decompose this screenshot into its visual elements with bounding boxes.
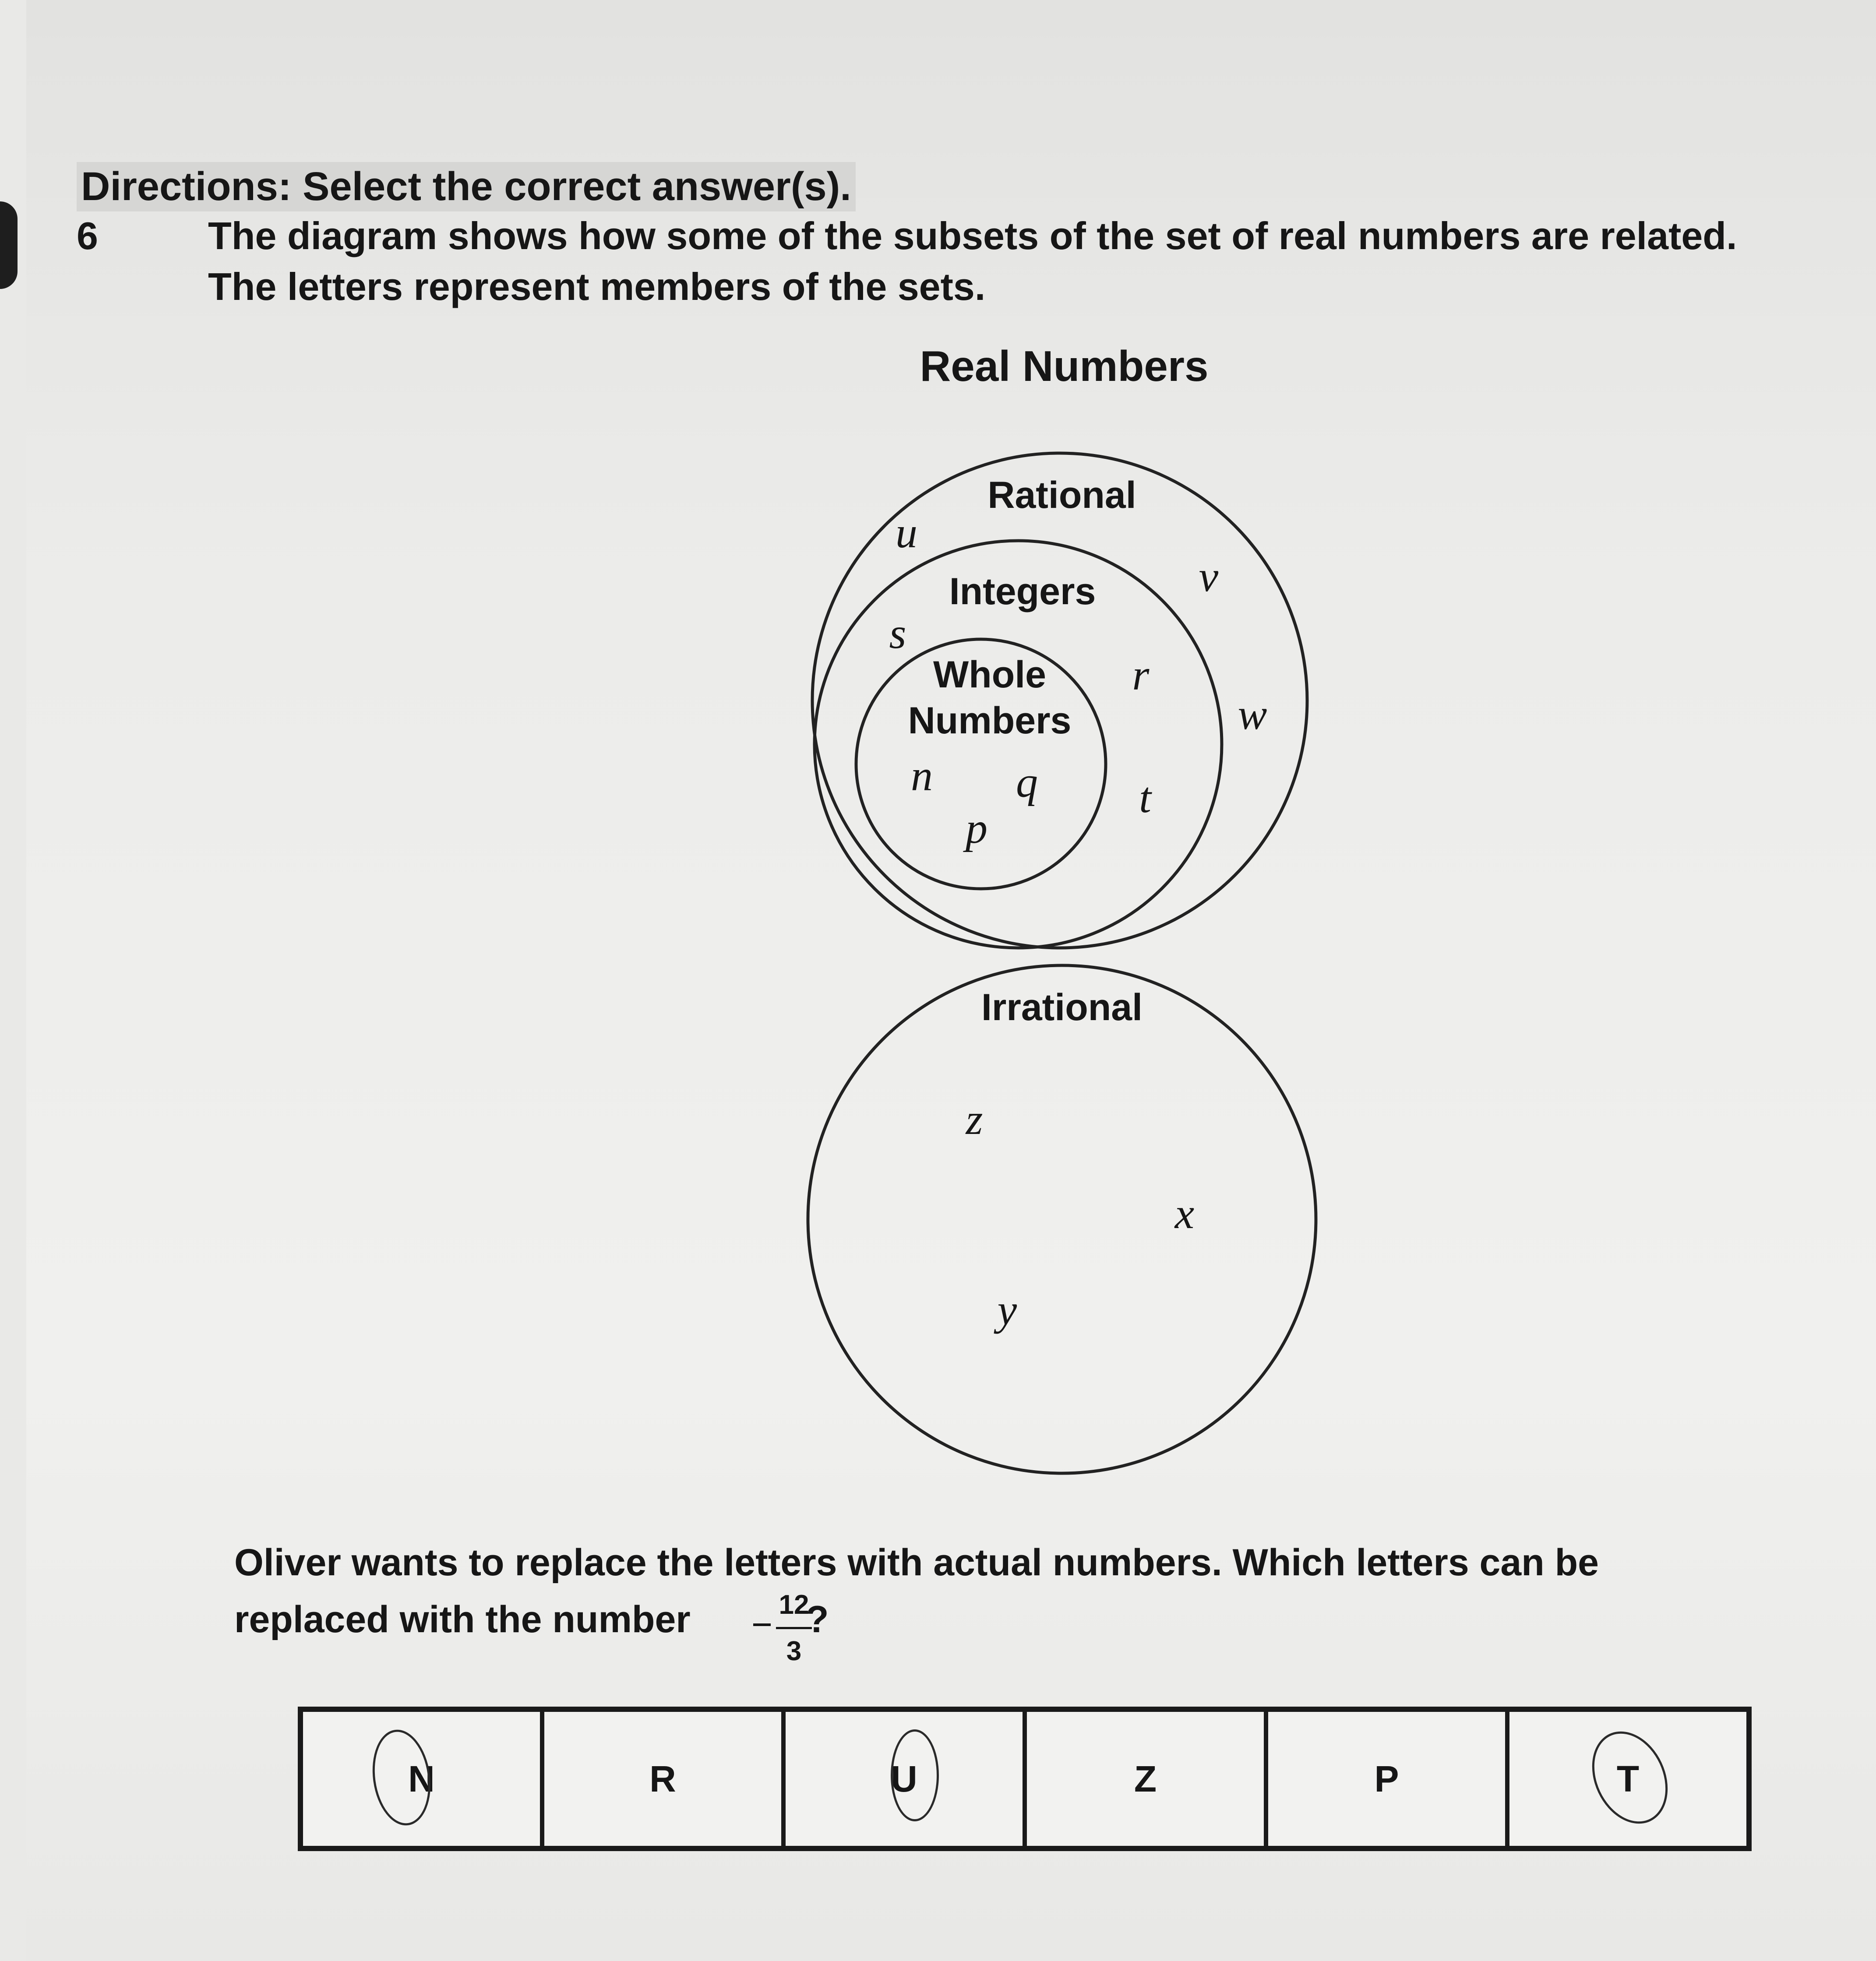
pencil-circle-mark <box>891 1729 939 1821</box>
rational-label: Rational <box>987 474 1136 516</box>
answer-label-p: P <box>1374 1758 1399 1799</box>
answer-choice-n[interactable] <box>303 1712 544 1846</box>
pencil-circle-mark <box>367 1726 436 1829</box>
answer-label-z: Z <box>1134 1758 1157 1799</box>
answer-label-u: U <box>891 1758 917 1799</box>
letter-x: x <box>1174 1189 1195 1238</box>
real-numbers-title: Real Numbers <box>920 342 1209 390</box>
letter-r: r <box>1132 651 1150 699</box>
answer-label-r: R <box>649 1758 676 1799</box>
letter-s: s <box>889 609 906 658</box>
integers-label: Integers <box>949 570 1096 613</box>
letter-w: w <box>1238 690 1267 739</box>
letter-y: y <box>997 1285 1017 1334</box>
irrational-circle <box>808 965 1316 1473</box>
letter-q: q <box>1016 758 1038 806</box>
fraction-numerator: 12 <box>779 1590 809 1620</box>
fraction-denominator: 3 <box>786 1636 802 1666</box>
letter-u: u <box>896 508 917 557</box>
answer-choice-t[interactable] <box>1509 1712 1746 1846</box>
question-number: 6 <box>77 214 98 257</box>
pencil-circle-mark <box>1578 1719 1682 1836</box>
letter-v: v <box>1199 552 1219 601</box>
answer-choice-p[interactable] <box>1268 1712 1509 1846</box>
answer-choices-table <box>298 1707 1752 1851</box>
directions-text: Directions: Select the correct answer(s). <box>77 162 856 211</box>
letter-t: t <box>1139 773 1151 822</box>
question-line-2: The letters represent members of the sets. <box>208 265 986 308</box>
answer-label-t: T <box>1616 1758 1640 1799</box>
irrational-label: Irrational <box>981 986 1143 1028</box>
minus-sign <box>753 1623 771 1626</box>
whole-numbers-label-2: Numbers <box>908 700 1072 742</box>
answer-label-n: N <box>408 1758 435 1799</box>
answer-choice-u[interactable] <box>786 1712 1027 1846</box>
letter-n: n <box>911 751 933 800</box>
question-mark: ? <box>806 1598 829 1641</box>
answer-choice-z[interactable] <box>1027 1712 1268 1846</box>
answer-choice-r[interactable] <box>544 1712 786 1846</box>
real-numbers-venn-diagram <box>788 342 1358 1497</box>
prompt-line-1: Oliver wants to replace the letters with actual numbers. Which letters can be <box>234 1542 1599 1584</box>
whole-numbers-label-1: Whole <box>933 654 1046 696</box>
question-line-1: The diagram shows how some of the subsets of the set of real numbers are related. <box>208 214 1737 257</box>
prompt-line-2: replaced with the number <box>234 1598 691 1641</box>
letter-z: z <box>966 1095 983 1144</box>
letter-p: p <box>966 804 987 852</box>
page-edge-shadow <box>0 201 18 289</box>
